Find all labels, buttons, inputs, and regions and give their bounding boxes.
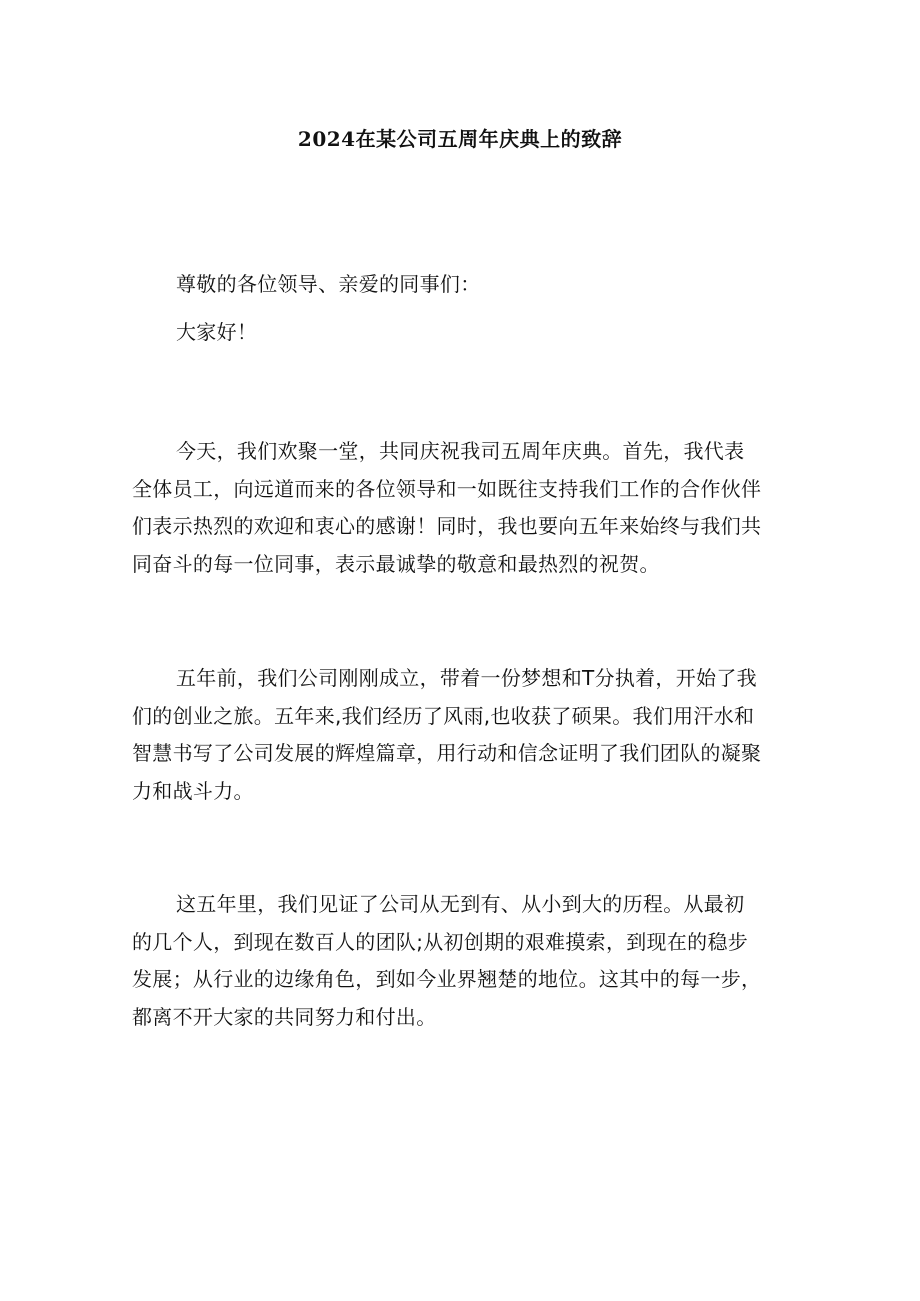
paragraph-2 xyxy=(132,660,798,810)
paragraph-line: 的几个人，到现在数百人的团队;从初创期的艰难摸索，到现在的稳步 xyxy=(132,929,749,954)
paragraph-line: 五年前，我们公司刚刚成立，带着一份梦想和T分执着，开始了我 xyxy=(176,666,757,690)
paragraph-line: 都离不开大家的共同努力和付出。 xyxy=(132,1004,437,1029)
paragraph-1 xyxy=(132,433,798,583)
paragraph-line: 全体员工，向远道而来的各位领导和一如既往支持我们工作的合作伙伴 xyxy=(132,476,762,501)
paragraph-line: 同奋斗的每一位同事，表示最诚挚的敬意和最热烈的祝贺。 xyxy=(132,551,660,576)
paragraph-line: 力和战斗力。 xyxy=(132,778,254,803)
paragraph-line: 们的创业之旅。五年来,我们经历了风雨,也收获了硕果。我们用汗水和 xyxy=(132,703,755,728)
paragraph-line: 这五年里，我们见证了公司从无到有、从小到大的历程。从最初 xyxy=(176,892,745,916)
paragraph-line: 发展；从行业的边缘角色，到如今业界翘楚的地位。这其中的每一步， xyxy=(132,967,762,991)
paragraph-line: 今天，我们欢聚一堂，共同庆祝我司五周年庆典。首先，我代表 xyxy=(176,439,745,463)
paragraph-line: 智慧书写了公司发展的辉煌篇章，用行动和信念证明了我们团队的凝聚 xyxy=(132,741,762,765)
document-title: 2024在某公司五周年庆典上的致辞 xyxy=(297,127,623,151)
paragraph-line: 们表示热烈的欢迎和衷心的感谢！同时，我也要向五年来始终与我们共 xyxy=(132,514,762,538)
greeting-hello: 大家好！ xyxy=(176,320,258,344)
paragraph-3 xyxy=(132,886,798,1036)
salutation: 尊敬的各位领导、亲爱的同事们： xyxy=(176,272,481,296)
